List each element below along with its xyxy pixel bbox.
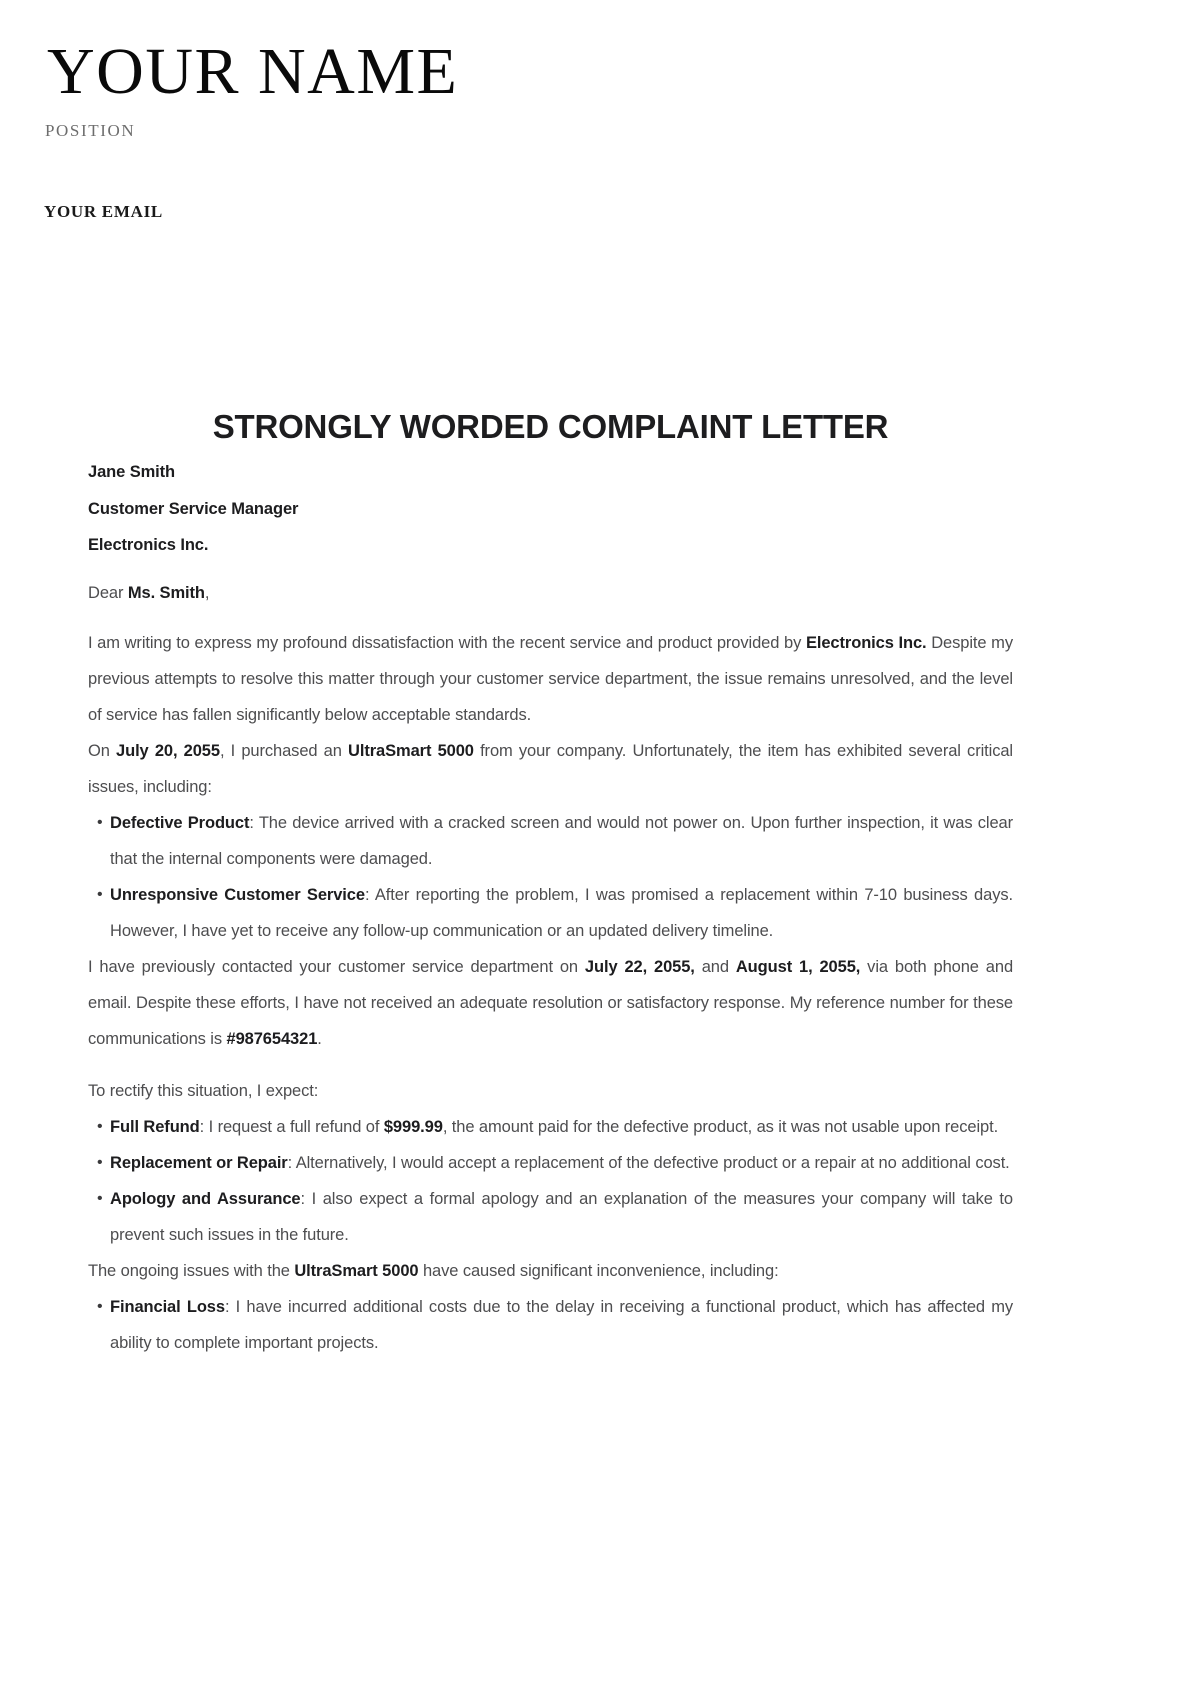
salutation-name: Ms. Smith xyxy=(127,583,205,602)
recipient-block xyxy=(88,464,1013,554)
expectation-text-before: : I request a full refund of xyxy=(199,1118,384,1137)
issue-term: Defective Product xyxy=(110,814,250,833)
paragraph-dissatisfaction xyxy=(88,625,1013,733)
para1-company: Electronics Inc. xyxy=(805,634,927,653)
expectations-list xyxy=(88,1109,1013,1253)
letter-body xyxy=(88,406,1013,1361)
list-item xyxy=(88,1181,1013,1253)
recipient-company: Electronics Inc. xyxy=(88,536,209,555)
para2-product: UltraSmart 5000 xyxy=(348,742,474,761)
list-item xyxy=(88,1289,1013,1361)
list-item xyxy=(88,1109,1013,1145)
paragraph-expectations-intro: To rectify this situation, I expect: xyxy=(88,1082,319,1101)
list-item xyxy=(88,877,1013,949)
expectation-term: Apology and Assurance xyxy=(110,1190,301,1209)
expectation-text-after: , the amount paid for the defective product, as it was not usable upon receipt. xyxy=(442,1118,999,1137)
para5-product: UltraSmart 5000 xyxy=(294,1262,419,1281)
expectation-text-before: : I also expect a formal apology and an explanation of the measures your company will take to prevent such issues in the future. xyxy=(110,1190,1013,1245)
paragraph-spacer xyxy=(88,1057,1013,1073)
list-item xyxy=(88,1145,1013,1181)
paragraph-prior-contact xyxy=(88,949,1013,1057)
salutation-prefix: Dear xyxy=(88,583,128,602)
paragraph-purchase xyxy=(88,733,1013,805)
impact-list xyxy=(88,1289,1013,1361)
recipient-role: Customer Service Manager xyxy=(88,499,299,518)
refund-amount: $999.99 xyxy=(383,1118,443,1137)
salutation-suffix: , xyxy=(204,583,210,602)
impact-text: : I have incurred additional costs due to the delay in receiving a functional product, which has affected my ability to complete important projects. xyxy=(110,1298,1013,1353)
expectation-text-before: : Alternatively, I would accept a replacement of the defective product or a repair at no additional cost. xyxy=(287,1154,1010,1173)
impact-term: Financial Loss xyxy=(110,1298,225,1317)
para3-contact-date-2: August 1, 2055, xyxy=(735,958,861,977)
letter-title: STRONGLY WORDED COMPLAINT LETTER xyxy=(212,408,889,445)
reference-number: #987654321 xyxy=(226,1030,318,1049)
expectation-term: Replacement or Repair xyxy=(110,1154,288,1173)
para1-part1: I am writing to express my profound dissatisfaction with the recent service and product provided by xyxy=(88,634,806,653)
para5-part2: have caused significant inconvenience, including: xyxy=(418,1262,779,1281)
issue-text: : After reporting the problem, I was promised a replacement within 7-10 business days. However, I have yet to receive any follow-up communication or an updated delivery timeline. xyxy=(110,886,1013,941)
letterhead-position: POSITION xyxy=(45,121,136,140)
para3-part1: I have previously contacted your customer service department on xyxy=(88,958,585,977)
para1-part2: Despite my previous attempts to resolve this matter through your customer service department, the issue remains unresolved, and the level of service has fallen significantly below acceptable standards. xyxy=(88,634,1013,725)
para2-part3: from your company. Unfortunately, the item has exhibited several critical issues, including: xyxy=(88,742,1014,797)
para2-part1: On xyxy=(88,742,117,761)
issue-term: Unresponsive Customer Service xyxy=(110,886,365,905)
para3-part4: . xyxy=(317,1030,322,1049)
issues-list xyxy=(88,805,1013,949)
para2-purchase-date: July 20, 2055 xyxy=(116,742,220,761)
letterhead-email: YOUR EMAIL xyxy=(44,202,163,221)
para3-part2: and xyxy=(694,958,736,977)
salutation xyxy=(88,582,1013,604)
expectation-term: Full Refund xyxy=(110,1118,200,1137)
list-item xyxy=(88,805,1013,877)
paragraph-impact-intro xyxy=(88,1253,1013,1289)
recipient-name: Jane Smith xyxy=(88,463,176,482)
issue-text: : The device arrived with a cracked screen and would not power on. Upon further inspection, it was clear that the internal components were damaged. xyxy=(110,814,1014,869)
para5-part1: The ongoing issues with the xyxy=(88,1262,295,1281)
para3-contact-date-1: July 22, 2055, xyxy=(584,958,695,977)
letterhead-name: YOUR NAME xyxy=(47,35,459,108)
para3-part3: via both phone and email. Despite these efforts, I have not received an adequate resolution or satisfactory response. My reference number for these communications is xyxy=(88,958,1014,1049)
para2-part2: , I purchased an xyxy=(219,742,349,761)
